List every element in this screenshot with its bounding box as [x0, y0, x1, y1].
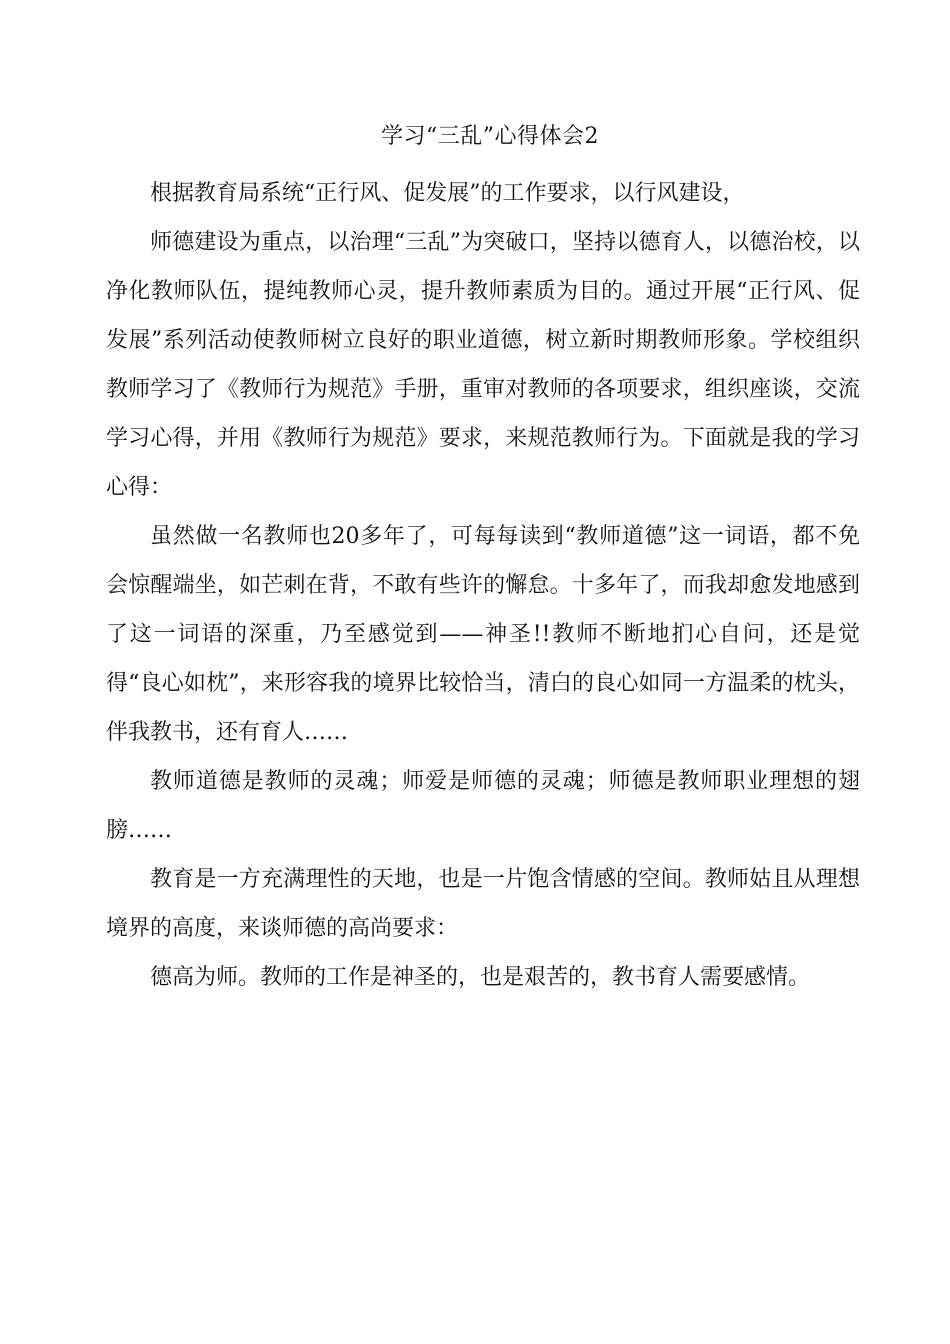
document-title: 学习“三乱”心得体会2: [381, 124, 599, 149]
paragraph-5: 教育是一方充满理性的天地，也是一片饱含情感的空间。教师姑且从理想境界的高度，来谈师德的高尚要求：: [106, 867, 860, 941]
paragraph-4: 教师道德是教师的灵魂；师爱是师德的灵魂；师德是教师职业理想的翅膀……: [106, 769, 860, 843]
paragraph-1: 根据教育局系统“正行风、促发展”的工作要求，以行风建设，: [150, 181, 745, 206]
paragraph-6: 德高为师。教师的工作是神圣的，也是艰苦的，教书育人需要感情。: [150, 965, 811, 990]
paragraph-3: 虽然做一名教师也20多年了，可每每读到“教师道德”这一词语，都不免会惊醒端坐，如芒刺在背，不敢有些许的懈怠。十多年了，而我却愈发地感到了这一词语的深重，乃至感觉到——神圣!!教师不断地扪心自问，还是觉得“良心如枕”，来形容我的境界比较恰当，清白的良心如同一方温柔的枕头，伴我教书，还有育人……: [106, 524, 860, 745]
paragraph-2: 师德建设为重点，以治理“三乱”为突破口，坚持以德育人，以德治校，以净化教师队伍，提纯教师心灵，提升教师素质为目的。通过开展“正行风、促发展”系列活动使教师树立良好的职业道德，树立新时期教师形象。学校组织教师学习了《教师行为规范》手册，重审对教师的各项要求，组织座谈，交流学习心得，并用《教师行为规范》要求，来规范教师行为。下面就是我的学习心得：: [106, 230, 860, 500]
